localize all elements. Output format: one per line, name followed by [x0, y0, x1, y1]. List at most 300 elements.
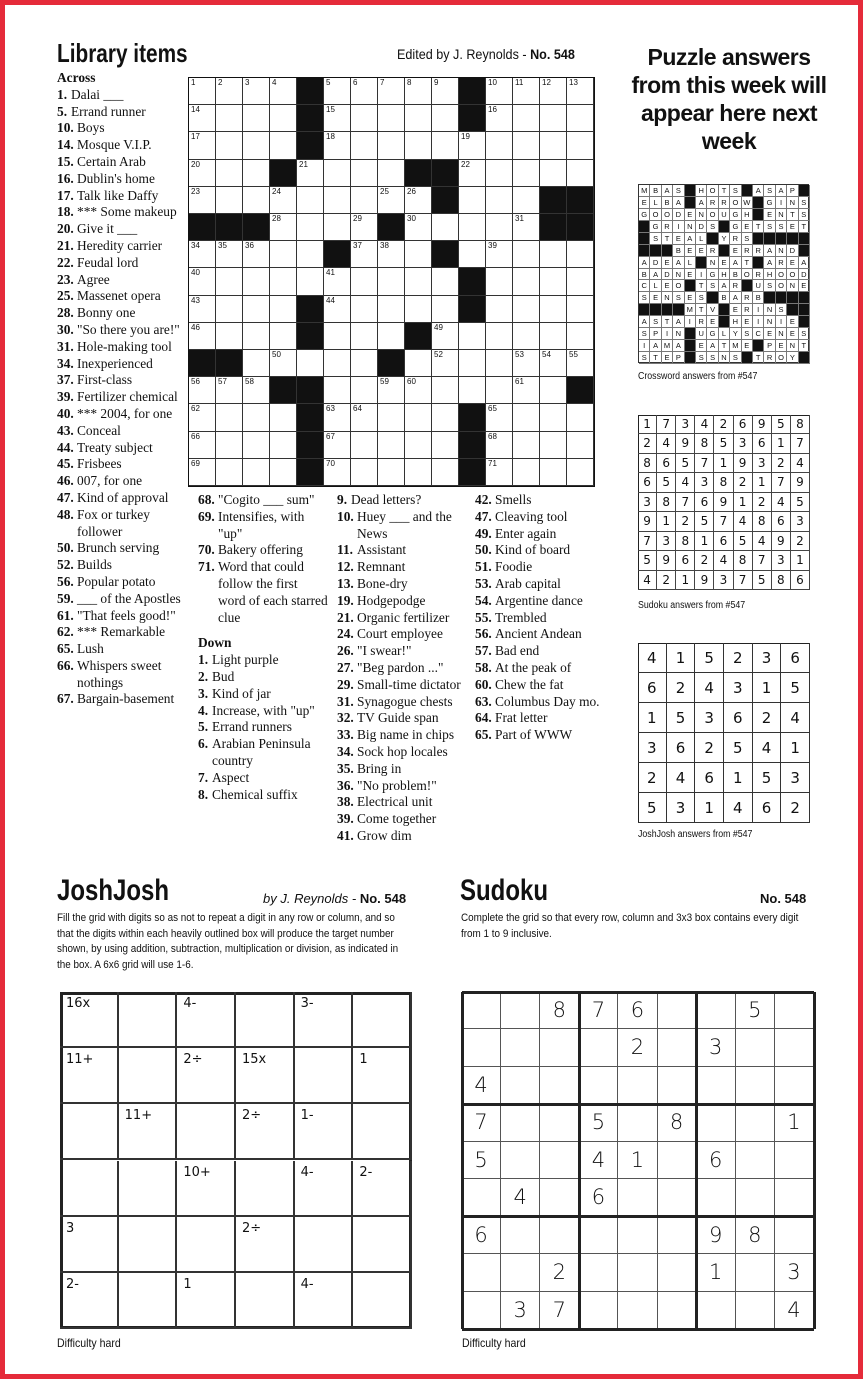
sudoku-cell[interactable] — [658, 992, 697, 1029]
answer-sudoku-cell: 8 — [791, 415, 810, 434]
answer-sudoku-cell: 8 — [676, 532, 695, 551]
sudoku-cell[interactable]: 7 — [462, 1104, 501, 1141]
answer-joshjosh-cell: 6 — [638, 673, 667, 703]
crossword-cell — [513, 323, 540, 350]
answer-cell: S — [696, 352, 707, 364]
crossword-cell — [216, 268, 243, 295]
answer-cell: A — [685, 233, 696, 245]
answer-cell: A — [753, 185, 764, 197]
sudoku-cell[interactable]: 6 — [618, 992, 657, 1029]
clue-number-label: 8 — [407, 78, 412, 87]
clue-text: ___ of the Apostles — [77, 590, 181, 606]
cage-label[interactable]: 3 — [66, 1220, 75, 1236]
answer-sudoku-cell: 1 — [714, 454, 733, 473]
cage-label[interactable]: 10+ — [183, 1164, 211, 1180]
crossword-cell — [270, 78, 297, 105]
clue-text: Organic fertilizer — [357, 609, 450, 625]
sudoku-cell[interactable] — [658, 1254, 697, 1291]
cage-label[interactable]: 4- — [300, 1164, 314, 1180]
clue-number-label: 12 — [542, 78, 551, 87]
clue-number-label: 64 — [353, 404, 362, 414]
answer-cell: O — [742, 269, 753, 281]
sudoku-cell[interactable] — [618, 1179, 657, 1216]
crossword-cell — [459, 323, 486, 350]
answer-cell: E — [742, 221, 753, 233]
sudoku-cell[interactable] — [618, 1104, 657, 1141]
clue-item — [198, 669, 328, 686]
crossword-cell — [297, 268, 324, 295]
sudoku-cell[interactable] — [697, 992, 736, 1029]
crossword-cell — [432, 268, 459, 295]
black-square — [432, 241, 459, 268]
clue-item — [475, 677, 605, 694]
clue-item — [475, 610, 605, 627]
clue-text: Builds — [77, 557, 112, 573]
clue-item — [57, 272, 187, 289]
answer-cell: D — [799, 269, 810, 281]
answer-cell: E — [685, 245, 696, 257]
sudoku-cell[interactable]: 7 — [579, 992, 618, 1029]
answer-black-square — [799, 316, 810, 328]
clue-number: 10. — [337, 508, 354, 524]
cage-label[interactable]: 2- — [359, 1164, 373, 1180]
clue-number-label: 10 — [488, 78, 497, 87]
sudoku-cell[interactable]: 3 — [775, 1254, 814, 1291]
crossword-cell — [270, 459, 297, 486]
sudoku-cell[interactable] — [501, 1067, 540, 1104]
clue-item — [57, 154, 187, 171]
sudoku-cell[interactable]: 6 — [579, 1179, 618, 1216]
sudoku-cell[interactable]: 6 — [697, 1142, 736, 1179]
sudoku-cell[interactable] — [540, 1142, 579, 1179]
clue-number: 48. — [57, 506, 74, 522]
crossword-cell — [432, 350, 459, 377]
crossword-cell — [540, 132, 567, 159]
clue-item — [57, 238, 187, 255]
clue-number: 61. — [57, 607, 74, 623]
clue-text: Bonny one — [77, 305, 136, 321]
answer-cell: Y — [719, 233, 730, 245]
sudoku-cell[interactable] — [658, 1029, 697, 1066]
answer-cell: B — [639, 269, 650, 281]
sudoku-cell[interactable] — [658, 1217, 697, 1254]
crossword-cell — [513, 350, 540, 377]
answer-sudoku-cell: 3 — [676, 415, 695, 434]
black-square — [459, 268, 486, 295]
crossword-cell — [243, 160, 270, 187]
crossword-cell — [324, 459, 351, 486]
clue-text: Bring in — [357, 760, 402, 776]
clue-text: Agree — [77, 271, 110, 287]
sudoku-cell[interactable] — [579, 1067, 618, 1104]
answer-black-square — [742, 185, 753, 197]
crossword-cell — [351, 268, 378, 295]
clue-number-label: 56 — [191, 377, 200, 387]
joshjosh-cell — [60, 1104, 119, 1160]
sudoku-cell[interactable]: 8 — [736, 1217, 775, 1254]
clue-text: Columbus Day mo. — [495, 693, 600, 709]
answer-cell: N — [696, 209, 707, 221]
clue-number: 8. — [198, 786, 209, 802]
answer-black-square — [753, 257, 764, 269]
joshjosh-cell — [119, 992, 178, 1048]
sudoku-cell[interactable]: 4 — [579, 1142, 618, 1179]
sudoku-cell[interactable] — [501, 1029, 540, 1066]
clue-text: Chew the fat — [495, 676, 564, 692]
sudoku-cell[interactable] — [697, 1292, 736, 1329]
sudoku-cell[interactable] — [736, 1067, 775, 1104]
clue-item — [198, 686, 328, 703]
crossword-cell — [351, 105, 378, 132]
answer-sudoku-cell: 7 — [657, 415, 676, 434]
clue-text: Lush — [77, 641, 104, 657]
sudoku-cell[interactable]: 3 — [697, 1029, 736, 1066]
cage-label[interactable]: 4- — [300, 1276, 314, 1292]
sudoku-cell[interactable] — [658, 1179, 697, 1216]
answer-cell: T — [753, 221, 764, 233]
answer-sudoku-cell: 5 — [695, 512, 714, 531]
answer-cell: A — [639, 316, 650, 328]
sudoku-cell[interactable]: 1 — [775, 1104, 814, 1141]
crossword-cell — [540, 78, 567, 105]
answer-black-square — [753, 197, 764, 209]
clue-number: 50. — [57, 540, 74, 556]
sudoku-cell[interactable]: 9 — [697, 1217, 736, 1254]
clue-text: Errand runners — [212, 719, 292, 735]
crossword-cell — [486, 432, 513, 459]
sudoku-cell[interactable] — [697, 1179, 736, 1216]
sudoku-cell[interactable] — [579, 1292, 618, 1329]
sudoku-cell[interactable] — [775, 1179, 814, 1216]
crossword-cell — [297, 160, 324, 187]
black-square — [216, 214, 243, 241]
answer-cell: D — [787, 245, 798, 257]
answer-black-square — [799, 233, 810, 245]
answer-joshjosh-cell: 1 — [753, 673, 782, 703]
answer-cell: G — [639, 209, 650, 221]
sudoku-cell[interactable]: 5 — [462, 1142, 501, 1179]
clue-item — [57, 322, 187, 339]
answer-joshjosh-cell: 4 — [667, 763, 696, 793]
answer-cell: S — [764, 280, 775, 292]
clue-text: Hodgepodge — [357, 592, 426, 608]
answer-black-square — [639, 221, 650, 233]
answer-black-square — [799, 292, 810, 304]
answer-cell: E — [685, 292, 696, 304]
crossword-cell — [513, 78, 540, 105]
sudoku-cell[interactable] — [501, 1142, 540, 1179]
sudoku-cell[interactable]: 4 — [775, 1292, 814, 1329]
clue-item — [337, 660, 477, 677]
crossword-cell — [243, 268, 270, 295]
answer-cell: O — [707, 209, 718, 221]
crossword-cell — [243, 241, 270, 268]
crossword-cell — [567, 160, 594, 187]
sudoku-cell[interactable] — [775, 1067, 814, 1104]
cage-label[interactable]: 1 — [183, 1276, 192, 1292]
sudoku-cell[interactable]: 1 — [697, 1254, 736, 1291]
clue-number-label: 53 — [515, 350, 524, 359]
sudoku-cell[interactable]: 4 — [501, 1179, 540, 1216]
clue-text: Arabian Peninsula country — [212, 736, 311, 768]
clue-item — [57, 658, 187, 692]
crossword-cell — [540, 105, 567, 132]
crossword-cell — [459, 241, 486, 268]
answer-black-square — [764, 233, 775, 245]
sudoku-cell[interactable] — [775, 1142, 814, 1179]
sudoku-cell[interactable]: 5 — [736, 992, 775, 1029]
answer-cell: E — [799, 280, 810, 292]
across-header: Across — [57, 70, 96, 85]
sudoku-cell[interactable] — [540, 1067, 579, 1104]
sudoku-cell[interactable] — [579, 1217, 618, 1254]
crossword-cell — [486, 160, 513, 187]
answer-cell: D — [696, 221, 707, 233]
answer-cell: N — [662, 292, 673, 304]
clue-item — [337, 626, 477, 643]
joshjosh-title: JoshJosh — [57, 874, 170, 907]
sudoku-cell[interactable] — [501, 1104, 540, 1141]
joshjosh-cell — [236, 1161, 295, 1217]
sudoku-cell[interactable] — [579, 1029, 618, 1066]
sudoku-cell[interactable] — [736, 1029, 775, 1066]
sudoku-cell[interactable] — [462, 1254, 501, 1291]
crossword-cell — [189, 377, 216, 404]
black-square — [297, 296, 324, 323]
answer-cell: A — [696, 197, 707, 209]
sudoku-cell[interactable] — [775, 992, 814, 1029]
answer-cell: S — [764, 185, 775, 197]
black-square — [567, 187, 594, 214]
joshjosh-cell — [236, 1273, 295, 1329]
answer-cell: A — [764, 257, 775, 269]
clue-text: Court employee — [357, 626, 443, 642]
answer-sudoku-cell: 5 — [638, 551, 657, 570]
crossword-cell — [540, 459, 567, 486]
joshjosh-cell — [353, 1104, 412, 1160]
clue-item — [337, 811, 477, 828]
cage-label[interactable]: 4- — [183, 996, 197, 1011]
black-square — [297, 132, 324, 159]
crossword-cell — [567, 296, 594, 323]
clue-number: 63. — [475, 693, 492, 709]
cage-label[interactable]: 2÷ — [242, 1108, 262, 1124]
sudoku-cell[interactable] — [462, 992, 501, 1029]
sudoku-cell[interactable] — [618, 1067, 657, 1104]
sudoku-cell[interactable]: 5 — [579, 1104, 618, 1141]
answer-cell: P — [673, 352, 684, 364]
answer-cell: E — [685, 209, 696, 221]
answer-joshjosh-cell: 4 — [724, 793, 753, 823]
sudoku-cell[interactable] — [618, 1292, 657, 1329]
sudoku-cell[interactable] — [462, 1179, 501, 1216]
clue-item — [198, 736, 328, 770]
sudoku-cell[interactable] — [697, 1104, 736, 1141]
sudoku-cell[interactable] — [540, 1217, 579, 1254]
answer-cell: I — [753, 304, 764, 316]
clue-text: "I swear!" — [357, 643, 412, 659]
cage-label[interactable]: 16x — [66, 996, 91, 1011]
sudoku-cell[interactable]: 3 — [501, 1292, 540, 1329]
clue-number: 70. — [198, 542, 215, 558]
sudoku-cell[interactable] — [540, 1029, 579, 1066]
answer-joshjosh-cell: 2 — [753, 703, 782, 733]
sudoku-cell[interactable]: 7 — [540, 1292, 579, 1329]
clue-number-label: 39 — [488, 241, 497, 251]
cage-label[interactable]: 11+ — [124, 1108, 153, 1124]
sudoku-cell[interactable] — [658, 1142, 697, 1179]
answer-sudoku-cell: 6 — [772, 512, 791, 531]
clue-number: 21. — [337, 609, 354, 625]
cage-label[interactable]: 15x — [242, 1052, 267, 1068]
black-square — [324, 241, 351, 268]
sudoku-cell[interactable] — [736, 1292, 775, 1329]
sudoku-cell[interactable] — [462, 1029, 501, 1066]
clue-text: First-class — [77, 372, 133, 388]
answer-black-square — [696, 257, 707, 269]
crossword-cell — [216, 404, 243, 431]
answer-joshjosh-cell: 6 — [753, 793, 782, 823]
answer-black-square — [639, 304, 650, 316]
sudoku-cell[interactable] — [775, 1217, 814, 1254]
answer-sudoku-cell: 2 — [676, 512, 695, 531]
answer-joshjosh-cell: 6 — [781, 643, 810, 673]
answer-black-square — [673, 304, 684, 316]
sudoku-cell[interactable]: 6 — [462, 1217, 501, 1254]
clue-number-label: 36 — [245, 241, 254, 251]
cage-label[interactable]: 3- — [300, 996, 314, 1011]
answer-cell: E — [639, 197, 650, 209]
clue-number: 5. — [198, 719, 209, 735]
sudoku-cell[interactable] — [501, 1217, 540, 1254]
sudoku-cell[interactable] — [501, 992, 540, 1029]
sudoku-cell[interactable] — [736, 1254, 775, 1291]
clue-number: 13. — [337, 575, 354, 591]
clue-number: 64. — [475, 710, 492, 726]
down-header: Down — [198, 635, 232, 651]
sudoku-cell[interactable]: 8 — [540, 992, 579, 1029]
crossword-cell — [459, 377, 486, 404]
answer-cell: S — [799, 328, 810, 340]
clue-item — [337, 744, 477, 761]
clue-number: 55. — [475, 609, 492, 625]
crossword-cell — [216, 160, 243, 187]
answer-cell: A — [719, 280, 730, 292]
sudoku-cell[interactable] — [579, 1254, 618, 1291]
clue-number: 31. — [57, 338, 74, 354]
crossword-cell — [378, 323, 405, 350]
answer-sudoku-cell: 6 — [638, 473, 657, 492]
crossword-cell — [513, 296, 540, 323]
sudoku-cell[interactable] — [736, 1142, 775, 1179]
sudoku-cell[interactable]: 2 — [618, 1029, 657, 1066]
clue-number-label: 15 — [326, 105, 335, 115]
sudoku-cell[interactable] — [736, 1104, 775, 1141]
clue-item — [57, 440, 187, 457]
sudoku-cell[interactable]: 1 — [618, 1142, 657, 1179]
clue-item — [57, 171, 187, 188]
answer-black-square — [685, 280, 696, 292]
crossword-cell — [297, 241, 324, 268]
sudoku-cell[interactable] — [462, 1292, 501, 1329]
clue-number-label: 1 — [191, 78, 196, 87]
crossword-cell — [189, 187, 216, 214]
clue-number-label: 54 — [542, 350, 551, 359]
cage-label[interactable]: 2- — [66, 1276, 79, 1292]
crossword-number: No. 548 — [530, 46, 575, 62]
answer-cell: O — [730, 197, 741, 209]
sudoku-cell[interactable]: 8 — [658, 1104, 697, 1141]
crossword-cell — [243, 323, 270, 350]
answer-sudoku-cell: 1 — [791, 551, 810, 570]
clue-number-label: 30 — [407, 214, 416, 223]
joshjosh-cell — [295, 1048, 354, 1104]
cage-label[interactable]: 2÷ — [242, 1220, 262, 1236]
crossword-cell — [513, 187, 540, 214]
answer-black-square — [799, 304, 810, 316]
crossword-cell — [270, 404, 297, 431]
answer-sudoku-cell: 2 — [734, 473, 753, 492]
clue-item — [337, 542, 477, 559]
answer-sudoku-cell: 3 — [695, 473, 714, 492]
clue-text: "Beg pardon ..." — [357, 659, 444, 675]
clue-text: "So there you are!" — [77, 321, 180, 337]
sudoku-cell[interactable] — [618, 1217, 657, 1254]
answer-cell: S — [673, 292, 684, 304]
cage-label[interactable]: 11+ — [66, 1052, 94, 1068]
sudoku-box-line-h — [462, 1215, 814, 1218]
clue-item — [57, 540, 187, 557]
crossword-cell — [486, 241, 513, 268]
sudoku-cell[interactable] — [501, 1254, 540, 1291]
answer-cell: N — [707, 257, 718, 269]
clue-number-label: 70 — [326, 458, 335, 468]
sudoku-cell[interactable] — [736, 1179, 775, 1216]
cage-label[interactable]: 1- — [300, 1108, 314, 1124]
sudoku-cell[interactable]: 4 — [462, 1067, 501, 1104]
clue-text: Bad end — [495, 643, 540, 659]
clue-number: 36. — [337, 777, 354, 793]
clue-text: Bakery offering — [218, 542, 303, 558]
cage-label[interactable]: 1 — [359, 1052, 368, 1068]
crossword-cell — [459, 187, 486, 214]
sudoku-cell[interactable] — [697, 1067, 736, 1104]
clue-text: Massenet opera — [77, 288, 161, 304]
crossword-cell — [513, 377, 540, 404]
clue-text: Bone-dry — [357, 575, 408, 591]
black-square — [432, 187, 459, 214]
cage-label[interactable]: 2÷ — [183, 1052, 203, 1068]
sudoku-cell[interactable] — [618, 1254, 657, 1291]
answer-sudoku-cell: 7 — [676, 493, 695, 512]
clue-item — [198, 787, 328, 804]
answer-cell: I — [639, 340, 650, 352]
sudoku-cell[interactable] — [775, 1029, 814, 1066]
answer-black-square — [753, 233, 764, 245]
sudoku-cell[interactable]: 2 — [540, 1254, 579, 1291]
clue-number: 56. — [57, 573, 74, 589]
clue-number: 21. — [57, 237, 74, 253]
sudoku-cell[interactable] — [540, 1179, 579, 1216]
sudoku-cell[interactable] — [658, 1067, 697, 1104]
answer-sudoku-cell: 9 — [638, 512, 657, 531]
clue-number: 38. — [337, 794, 354, 810]
answer-sudoku-cell: 1 — [753, 473, 772, 492]
answer-joshjosh-cell: 1 — [781, 733, 810, 763]
sudoku-cell[interactable] — [658, 1292, 697, 1329]
sudoku-cell[interactable] — [540, 1104, 579, 1141]
answer-cell: E — [764, 328, 775, 340]
